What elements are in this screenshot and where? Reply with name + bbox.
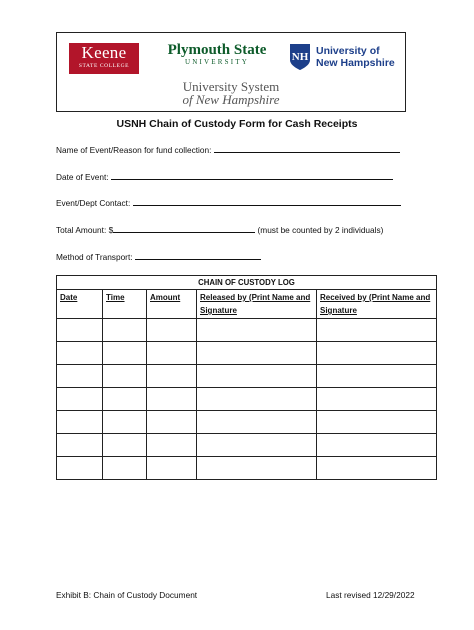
footer-exhibit-label: Exhibit B: Chain of Custody Document xyxy=(56,590,198,600)
unh-logo xyxy=(289,43,399,75)
cell-time[interactable] xyxy=(103,411,147,434)
cell-amount[interactable] xyxy=(147,342,197,365)
cell-received-by[interactable] xyxy=(317,457,437,480)
header-received-by: Received by (Print Name and Signature xyxy=(317,290,437,319)
cell-amount[interactable] xyxy=(147,365,197,388)
table-caption: CHAIN OF CUSTODY LOG xyxy=(57,276,437,290)
unh-line-1: University of xyxy=(316,45,380,57)
field-date-of-event xyxy=(56,170,393,182)
cell-received-by[interactable] xyxy=(317,411,437,434)
cell-time[interactable] xyxy=(103,365,147,388)
table-row xyxy=(57,365,437,388)
keene-logo-sub: STATE COLLEGE xyxy=(78,63,130,69)
plymouth-logo-name: Plymouth State xyxy=(167,42,267,58)
cell-amount[interactable] xyxy=(147,319,197,342)
cell-amount[interactable] xyxy=(147,434,197,457)
field-label: Method of Transport: xyxy=(56,252,133,262)
usnh-logo-line-2: of New Hampshire xyxy=(182,92,280,107)
field-label: Event/Dept Contact: xyxy=(56,198,131,208)
field-label: Date of Event: xyxy=(56,172,109,182)
cell-released-by[interactable] xyxy=(197,388,317,411)
keene-logo-name: Keene xyxy=(81,43,127,62)
cell-amount[interactable] xyxy=(147,388,197,411)
cell-date[interactable] xyxy=(57,411,103,434)
cell-released-by[interactable] xyxy=(197,457,317,480)
field-note: (must be counted by 2 individuals) xyxy=(257,225,384,235)
cell-date[interactable] xyxy=(57,457,103,480)
plymouth-state-logo xyxy=(162,42,272,67)
table-row xyxy=(57,411,437,434)
cell-date[interactable] xyxy=(57,365,103,388)
usnh-logo xyxy=(175,80,287,107)
cell-date[interactable] xyxy=(57,342,103,365)
table-row xyxy=(57,457,437,480)
chain-of-custody-log-table xyxy=(56,275,437,480)
field-label: Total Amount: $ xyxy=(56,225,114,235)
cell-received-by[interactable] xyxy=(317,434,437,457)
cell-time[interactable] xyxy=(103,457,147,480)
cell-time[interactable] xyxy=(103,434,147,457)
cell-time[interactable] xyxy=(103,342,147,365)
field-total-amount xyxy=(56,223,383,235)
header-date: Date xyxy=(57,290,103,319)
event-name-input-line[interactable] xyxy=(214,143,400,153)
cell-date[interactable] xyxy=(57,319,103,342)
cell-released-by[interactable] xyxy=(197,319,317,342)
field-method-of-transport xyxy=(56,250,261,262)
form-title: USNH Chain of Custody Form for Cash Receipts xyxy=(116,118,358,130)
date-of-event-input-line[interactable] xyxy=(111,170,393,180)
cell-released-by[interactable] xyxy=(197,434,317,457)
event-contact-input-line[interactable] xyxy=(133,196,401,206)
unh-logo-name xyxy=(316,45,395,69)
cell-released-by[interactable] xyxy=(197,342,317,365)
cell-amount[interactable] xyxy=(147,457,197,480)
cell-amount[interactable] xyxy=(147,411,197,434)
table-row xyxy=(57,434,437,457)
cell-time[interactable] xyxy=(103,388,147,411)
cell-date[interactable] xyxy=(57,388,103,411)
total-amount-input-line[interactable] xyxy=(113,223,255,233)
field-event-name xyxy=(56,143,400,155)
usnh-logo-line-1: University System xyxy=(182,79,280,94)
cell-received-by[interactable] xyxy=(317,319,437,342)
unh-shield-icon xyxy=(289,43,311,71)
logo-banner xyxy=(56,32,406,112)
header-amount: Amount xyxy=(147,290,197,319)
table-row xyxy=(57,319,437,342)
cell-received-by[interactable] xyxy=(317,388,437,411)
cell-received-by[interactable] xyxy=(317,342,437,365)
field-event-contact xyxy=(56,196,401,208)
cell-date[interactable] xyxy=(57,434,103,457)
cell-released-by[interactable] xyxy=(197,411,317,434)
cell-received-by[interactable] xyxy=(317,365,437,388)
field-label: Name of Event/Reason for fund collection: xyxy=(56,145,212,155)
unh-line-2: New Hampshire xyxy=(316,57,395,69)
table-row xyxy=(57,388,437,411)
footer-revision-date: Last revised 12/29/2022 xyxy=(326,590,415,600)
cell-time[interactable] xyxy=(103,319,147,342)
cell-released-by[interactable] xyxy=(197,365,317,388)
method-of-transport-input-line[interactable] xyxy=(135,250,261,260)
svg-text:NH: NH xyxy=(291,51,309,63)
header-released-by: Released by (Print Name and Signature xyxy=(197,290,317,319)
table-row xyxy=(57,342,437,365)
header-time: Time xyxy=(103,290,147,319)
keene-state-college-logo xyxy=(69,43,139,74)
plymouth-logo-sub: UNIVERSITY xyxy=(185,58,249,66)
